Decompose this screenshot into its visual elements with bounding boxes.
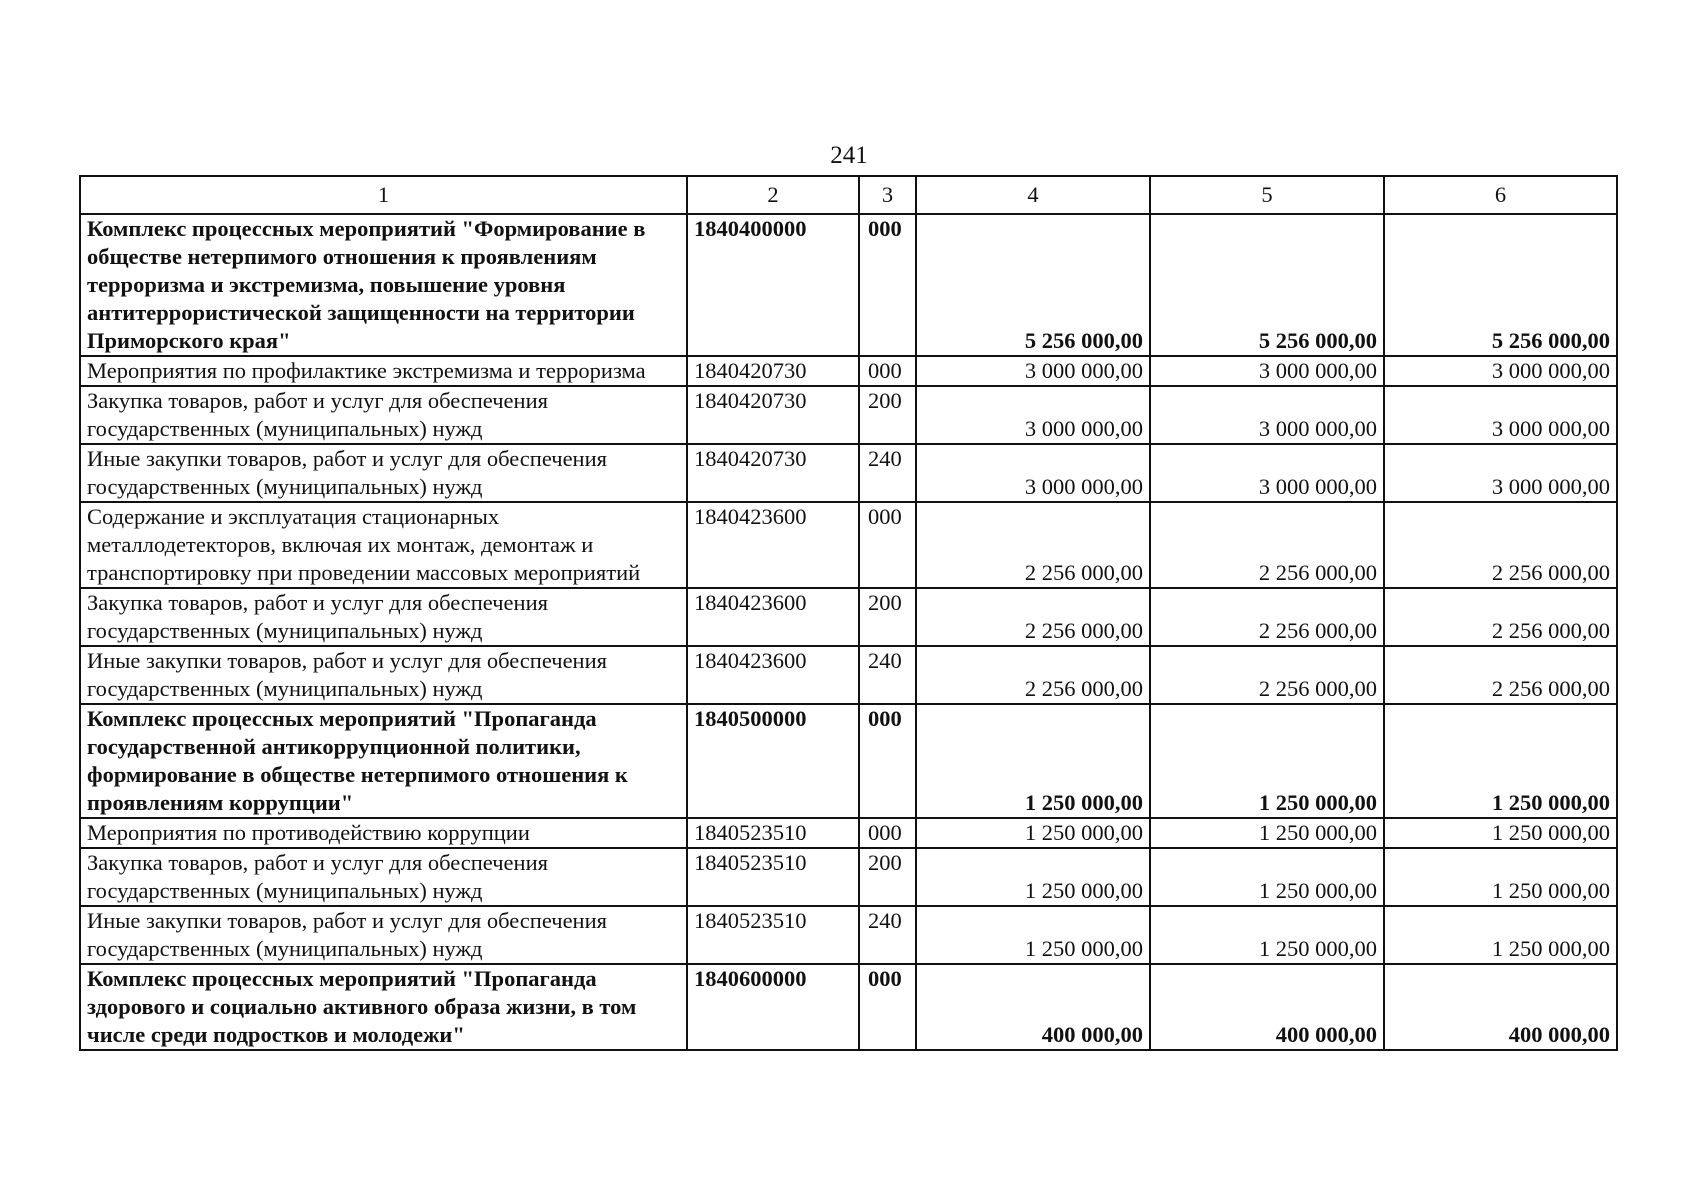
row-amount-col5: 2 256 000,00 [1150,502,1384,588]
table-row [80,848,1617,906]
row-code-cell: 1840500000 [687,704,859,818]
row-amount-col4: 3 000 000,00 [916,386,1150,444]
row-amount-col5: 1 250 000,00 [1150,848,1384,906]
row-amount-col5: 3 000 000,00 [1150,386,1384,444]
header-row [80,176,1617,214]
row-name-cell: Комплекс процессных мероприятий "Пропаганда государственной антикоррупционной политики, формирование в обществе нетерпимого отношения к проявлениям коррупции" [80,704,687,818]
column-header-5: 5 [1150,176,1384,214]
row-type-cell: 200 [859,848,916,906]
table-row [80,818,1617,848]
row-type-cell: 000 [859,356,916,386]
row-amount-col4: 3 000 000,00 [916,356,1150,386]
row-amount-col4: 5 256 000,00 [916,214,1150,356]
row-amount-col6: 5 256 000,00 [1384,214,1617,356]
row-amount-col6: 1 250 000,00 [1384,848,1617,906]
row-type-cell: 000 [859,502,916,588]
row-name-cell: Закупка товаров, работ и услуг для обеспечения государственных (муниципальных) нужд [80,588,687,646]
row-amount-col4: 2 256 000,00 [916,502,1150,588]
row-amount-col6: 1 250 000,00 [1384,704,1617,818]
row-amount-col5: 1 250 000,00 [1150,818,1384,848]
row-amount-col5: 2 256 000,00 [1150,646,1384,704]
row-amount-col5: 400 000,00 [1150,964,1384,1050]
row-code-cell: 1840400000 [687,214,859,356]
row-type-cell: 200 [859,386,916,444]
row-amount-col4: 400 000,00 [916,964,1150,1050]
row-type-cell: 000 [859,214,916,356]
row-amount-col6: 2 256 000,00 [1384,502,1617,588]
row-amount-col4: 1 250 000,00 [916,704,1150,818]
row-name-cell: Иные закупки товаров, работ и услуг для обеспечения государственных (муниципальных) нужд [80,646,687,704]
row-amount-col5: 3 000 000,00 [1150,444,1384,502]
row-name-cell: Закупка товаров, работ и услуг для обеспечения государственных (муниципальных) нужд [80,848,687,906]
row-amount-col6: 1 250 000,00 [1384,818,1617,848]
row-name-cell: Иные закупки товаров, работ и услуг для обеспечения государственных (муниципальных) нужд [80,906,687,964]
row-code-cell: 1840423600 [687,646,859,704]
row-name-cell: Комплекс процессных мероприятий "Формирование в обществе нетерпимого отношения к проявлениям терроризма и экстремизма, повышение уровня антитеррористической защищенности на территории Приморского края" [80,214,687,356]
row-name-cell: Мероприятия по профилактике экстремизма и терроризма [80,356,687,386]
row-code-cell: 1840423600 [687,588,859,646]
row-code-cell: 1840523510 [687,818,859,848]
row-amount-col4: 1 250 000,00 [916,818,1150,848]
column-header-6: 6 [1384,176,1617,214]
row-amount-col6: 400 000,00 [1384,964,1617,1050]
row-type-cell: 240 [859,646,916,704]
table-row [80,964,1617,1050]
row-amount-col5: 2 256 000,00 [1150,588,1384,646]
column-header-1: 1 [80,176,687,214]
page-number: 241 [830,142,868,169]
row-type-cell: 240 [859,444,916,502]
row-amount-col5: 1 250 000,00 [1150,906,1384,964]
row-code-cell: 1840423600 [687,502,859,588]
row-name-cell: Закупка товаров, работ и услуг для обеспечения государственных (муниципальных) нужд [80,386,687,444]
row-type-cell: 200 [859,588,916,646]
row-amount-col6: 1 250 000,00 [1384,906,1617,964]
row-type-cell: 240 [859,906,916,964]
row-amount-col5: 3 000 000,00 [1150,356,1384,386]
row-name-cell: Мероприятия по противодействию коррупции [80,818,687,848]
row-code-cell: 1840523510 [687,906,859,964]
row-amount-col6: 3 000 000,00 [1384,444,1617,502]
row-amount-col6: 2 256 000,00 [1384,588,1617,646]
row-name-cell: Иные закупки товаров, работ и услуг для обеспечения государственных (муниципальных) нужд [80,444,687,502]
column-header-2: 2 [687,176,859,214]
column-header-3: 3 [859,176,916,214]
table-row [80,906,1617,964]
row-amount-col4: 2 256 000,00 [916,646,1150,704]
row-code-cell: 1840523510 [687,848,859,906]
row-name-cell: Комплекс процессных мероприятий "Пропаганда здорового и социально активного образа жизни, в том числе среди подростков и молодежи" [80,964,687,1050]
row-code-cell: 1840420730 [687,386,859,444]
row-name-cell: Содержание и эксплуатация стационарных металлодетекторов, включая их монтаж, демонтаж и транспортировку при проведении массовых мероприятий [80,502,687,588]
row-amount-col4: 2 256 000,00 [916,588,1150,646]
row-amount-col6: 3 000 000,00 [1384,356,1617,386]
column-header-4: 4 [916,176,1150,214]
row-code-cell: 1840420730 [687,444,859,502]
row-amount-col6: 3 000 000,00 [1384,386,1617,444]
row-code-cell: 1840600000 [687,964,859,1050]
row-amount-col6: 2 256 000,00 [1384,646,1617,704]
row-amount-col4: 1 250 000,00 [916,906,1150,964]
row-amount-col5: 5 256 000,00 [1150,214,1384,356]
row-type-cell: 000 [859,818,916,848]
table-body [80,214,1617,1050]
row-amount-col5: 1 250 000,00 [1150,704,1384,818]
table-row [80,386,1617,444]
table-row [80,356,1617,386]
table-row [80,502,1617,588]
table-row [80,214,1617,356]
row-code-cell: 1840420730 [687,356,859,386]
row-type-cell: 000 [859,704,916,818]
table-row [80,704,1617,818]
budget-table [79,175,1618,1051]
row-amount-col4: 3 000 000,00 [916,444,1150,502]
row-amount-col4: 1 250 000,00 [916,848,1150,906]
table-row [80,444,1617,502]
table-row [80,588,1617,646]
row-type-cell: 000 [859,964,916,1050]
table-row [80,646,1617,704]
